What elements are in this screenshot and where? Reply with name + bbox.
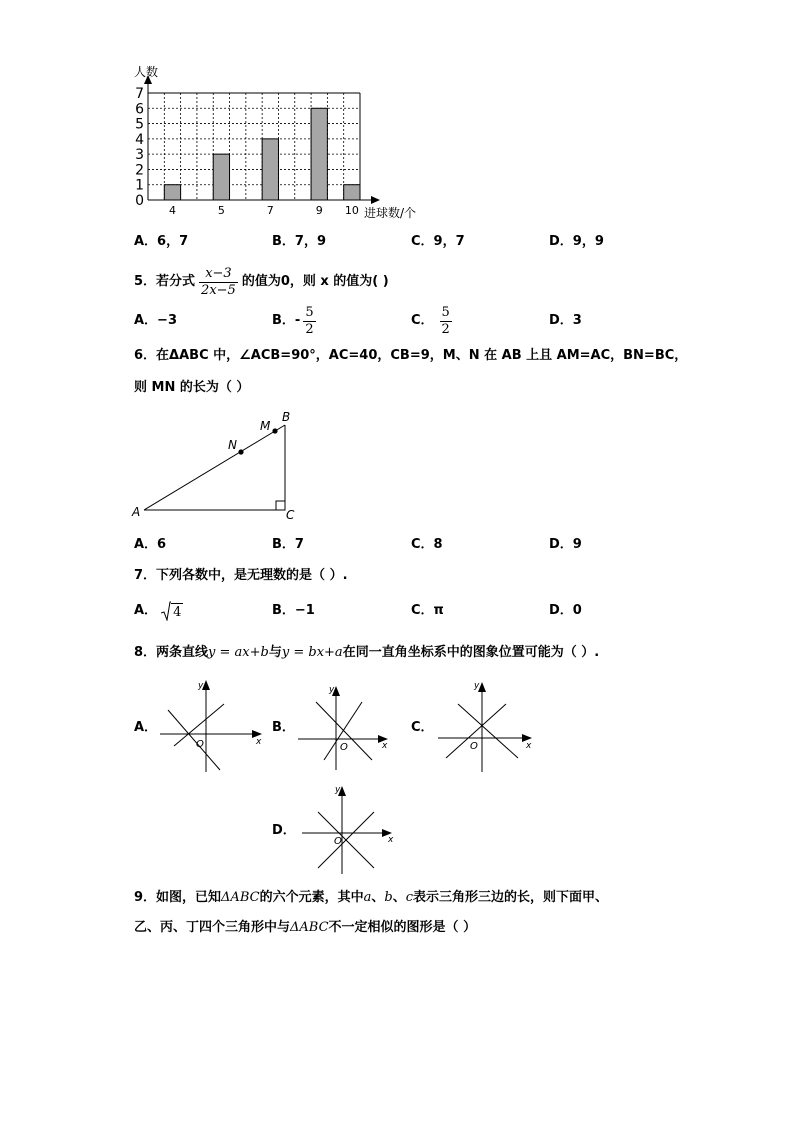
q9-var-a: a (363, 890, 372, 905)
label-a: A (132, 505, 141, 519)
q4-option-d[interactable]: D．9，9 (549, 234, 604, 249)
q9-line2-prefix: 乙、丙、丁四个三角形中与 (134, 920, 291, 935)
bar-4 (164, 185, 180, 200)
x-tick-label-4: 4 (168, 204, 176, 217)
q7-option-a[interactable] (134, 600, 183, 622)
q8-eq2: y = bx+a (281, 645, 343, 660)
q7-option-b[interactable]: B．−1 (272, 603, 315, 618)
q5-option-c-den: 2 (441, 321, 450, 337)
q9-line1-suffix: 表示三角形三边的长，则下面甲、 (413, 890, 609, 905)
x-axis-label: 进球数/个 (364, 206, 417, 220)
y-tick-label-6: 6 (135, 101, 144, 118)
q8-option-d-label[interactable]: D． (272, 823, 296, 838)
svg-text:O: O (196, 739, 204, 750)
q5-option-a[interactable]: A．−3 (134, 313, 177, 328)
q5-option-b-label: B．- (272, 313, 301, 328)
q7-option-d[interactable]: D．0 (549, 603, 582, 618)
point-n (238, 449, 243, 454)
q5-stem-prefix: 5．若分式 (134, 274, 196, 289)
bar-7 (262, 139, 278, 200)
y-tick-label-4: 4 (135, 131, 144, 148)
point-m (272, 428, 277, 433)
q8-graph-a[interactable] (158, 676, 268, 776)
label-c: C (286, 508, 295, 522)
q9-line2-suffix: 不一定相似的图形是（ ） (328, 920, 477, 935)
q9-triangle-1: ΔABC (221, 890, 260, 905)
y-tick-label-2: 2 (135, 162, 144, 179)
y-tick-label-1: 1 (135, 177, 144, 194)
svg-text:y: y (329, 685, 335, 695)
x-tick-label-9: 9 (315, 204, 323, 217)
q8-stem-suffix: 在同一直角坐标系中的图象位置可能为（ ）. (342, 645, 600, 660)
q5-denominator: 2x−5 (201, 282, 236, 298)
x-tick-label-7: 7 (266, 204, 274, 217)
q5-option-c[interactable] (411, 300, 452, 342)
side-ab (144, 425, 285, 510)
x-axis-arrow (371, 196, 380, 204)
q8-stem-prefix: 8．两条直线 (134, 645, 209, 660)
q5-option-b-den: 2 (305, 321, 314, 337)
bar-chart-svg (128, 60, 448, 225)
q9-var-c: c (405, 890, 413, 905)
q9-line1-mid: 的六个元素，其中 (259, 890, 364, 905)
q5-option-d[interactable]: D．3 (549, 313, 582, 328)
bar-5 (213, 154, 229, 200)
q9-sep-1: 、 (371, 890, 385, 905)
q8-option-c-label[interactable]: C． (411, 720, 434, 735)
q6-option-d[interactable]: D．9 (549, 537, 582, 552)
y-tick-label-0: 0 (135, 193, 144, 209)
question-5-stem (134, 262, 389, 302)
bar-9 (311, 108, 327, 200)
q7-option-c[interactable]: C．π (411, 603, 444, 618)
q8-graph-b[interactable] (296, 680, 396, 775)
label-m: M (260, 419, 271, 433)
question-7-stem: 7．下列各数中，是无理数的是（ ）. (134, 568, 348, 583)
q5-option-c-num: 5 (441, 304, 450, 320)
question-6-line2: 则 MN 的长为（ ） (134, 380, 250, 395)
label-n: N (228, 438, 237, 452)
question-9-line1 (134, 890, 608, 906)
q8-option-a-label[interactable]: A． (134, 720, 158, 735)
q4-option-c[interactable]: C．9，7 (411, 234, 465, 249)
q7-option-a-radicand: 4 (173, 605, 182, 620)
right-angle-mark (276, 501, 285, 510)
q5-numerator: x−3 (199, 266, 238, 283)
q8-eq1: y = ax+b (208, 645, 269, 660)
q5-option-b[interactable] (272, 300, 316, 342)
question-6-line1: 6．在ΔABC 中，∠ACB=90°，AC=40，CB=9，M、N 在 AB 上且 AM=AC，BN=BC， (134, 348, 688, 363)
q6-option-c[interactable]: C．8 (411, 537, 443, 552)
sqrt-symbol (161, 601, 183, 621)
q9-sep-2: 、 (392, 890, 406, 905)
q5-stem-suffix: 的值为0，则 x 的值为( ) (241, 274, 389, 289)
svg-text:O: O (470, 741, 478, 752)
q8-graph-c[interactable] (436, 676, 536, 776)
question-8-stem (134, 645, 599, 661)
svg-text:O: O (334, 836, 342, 847)
svg-text:y: y (335, 785, 341, 795)
q5-option-c-label: C． (411, 313, 434, 328)
q5-option-b-num: 5 (305, 304, 314, 320)
q8-option-b-label[interactable]: B． (272, 720, 295, 735)
q4-option-a[interactable]: A．6，7 (134, 234, 189, 249)
svg-text:x: x (388, 835, 394, 845)
y-tick-label-7: 7 (135, 86, 144, 102)
q8-mid: 与 (268, 645, 282, 660)
q9-var-b: b (384, 890, 393, 905)
svg-text:y: y (474, 681, 480, 691)
q5-fraction (199, 266, 238, 299)
bar-chart (128, 60, 448, 225)
svg-text:y: y (198, 681, 204, 691)
q9-triangle-2: ΔABC (290, 920, 329, 935)
graph-a-line-1 (168, 710, 220, 770)
label-b: B (282, 410, 291, 424)
y-tick-label-3: 3 (135, 147, 144, 164)
bar-10 (344, 185, 360, 200)
q4-option-b[interactable]: B．7，9 (272, 234, 326, 249)
q6-triangle-figure (128, 405, 308, 525)
q5-option-c-fraction (440, 305, 452, 338)
x-tick-label-5: 5 (217, 204, 225, 217)
q9-line1-prefix: 9．如图，已知 (134, 890, 222, 905)
question-9-line2 (134, 920, 476, 936)
y-tick-label-5: 5 (135, 116, 144, 133)
svg-text:x: x (526, 741, 532, 751)
q6-option-b[interactable]: B．7 (272, 537, 304, 552)
q5-option-b-fraction (303, 305, 315, 338)
svg-text:O: O (340, 742, 348, 753)
q7-option-a-label: A． (134, 603, 158, 618)
q8-graph-d[interactable] (300, 782, 400, 877)
x-tick-label-10: 10 (344, 204, 359, 217)
graph-c-line-1 (458, 704, 518, 758)
y-axis-label: 人数 (134, 65, 159, 79)
svg-text:x: x (256, 737, 262, 747)
svg-text:x: x (382, 741, 388, 751)
q6-option-a[interactable]: A．6 (134, 537, 167, 552)
